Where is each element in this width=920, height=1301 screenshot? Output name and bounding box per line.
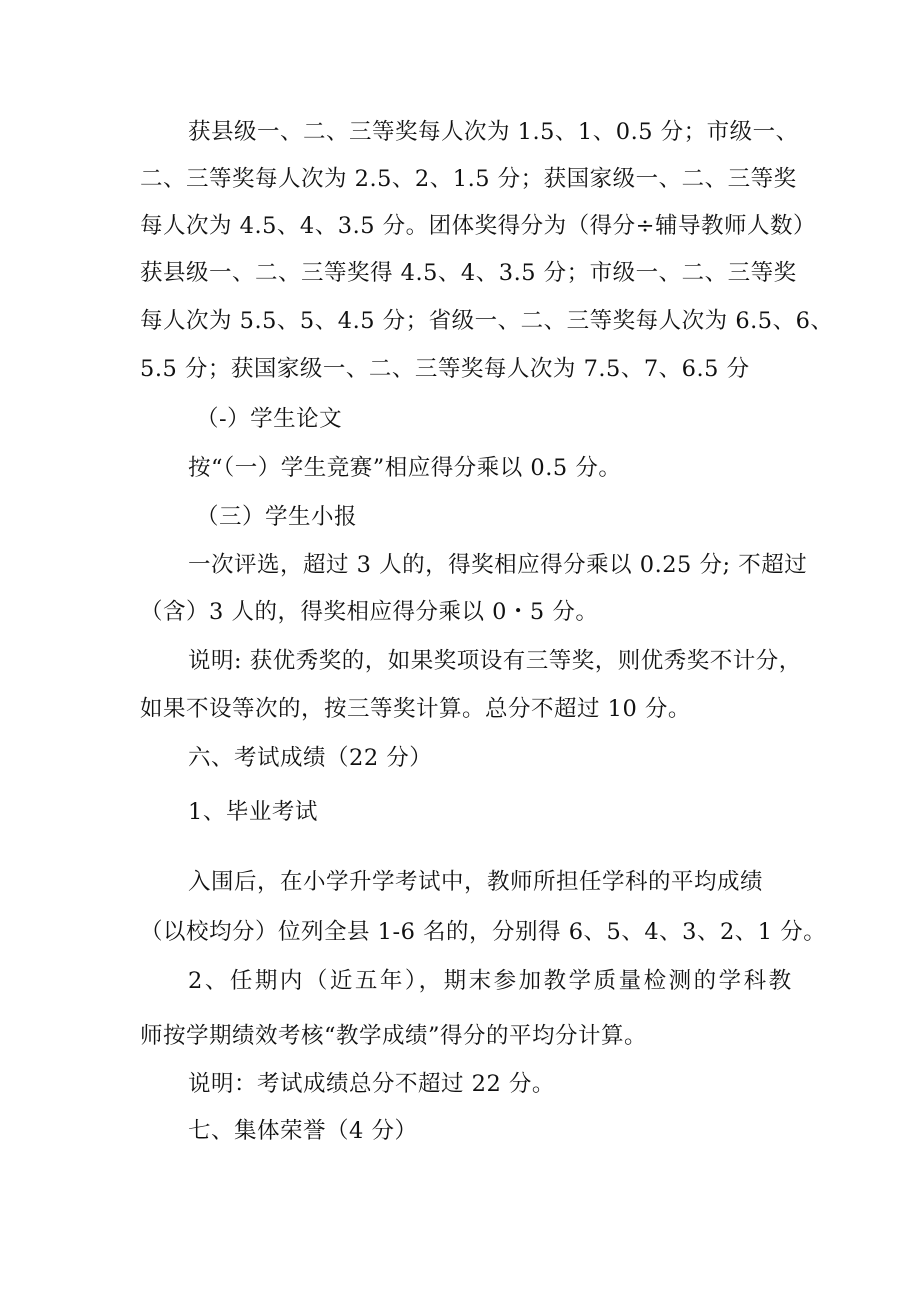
text-line-4: 获县级一、二、三等奖得 4.5、4、3.5 分；市级一、二、三等奖 — [140, 260, 797, 286]
text-line-10: 一次评选，超过 3 人的，得奖相应得分乘以 0.25 分; 不超过 — [188, 552, 808, 578]
text-line-5: 每人次为 5.5、5、4.5 分；省级一、二、三等奖每人次为 6.5、6、 — [140, 308, 834, 334]
text-line-3: 每人次为 4.5、4、3.5 分。团体奖得分为（得分÷辅导教师人数） — [140, 213, 817, 239]
text-line-2: 二、三等奖每人次为 2.5、2、1.5 分；获国家级一、二、三等奖 — [140, 166, 797, 192]
section-heading-student-papers: （-）学生论文 — [196, 406, 343, 432]
note-line-2: 如果不设等次的，按三等奖计算。总分不超过 10 分。 — [140, 696, 691, 722]
text-line-18: 2、任期内（近五年），期末参加教学质量检测的学科教 — [188, 968, 794, 994]
section-heading-student-newspaper: （三）学生小报 — [196, 504, 358, 530]
text-line-17: （以校均分）位列全县 1-6 名的，分别得 6、5、4、3、2、1 分。 — [140, 919, 827, 945]
note-exam-total: 说明：考试成绩总分不超过 22 分。 — [188, 1071, 555, 1097]
note-line-1: 说明: 获优秀奖的，如果奖项设有三等奖，则优秀奖不计分， — [188, 648, 802, 674]
text-line-1: 获县级一、二、三等奖每人次为 1.5、1、0.5 分；市级一、 — [188, 119, 799, 145]
text-line-16: 入围后，在小学升学考试中，教师所担任学科的平均成绩 — [188, 869, 764, 895]
text-line-11: （含）3 人的，得奖相应得分乘以 0・5 分。 — [140, 599, 599, 625]
text-line-6: 5.5 分；获国家级一、二、三等奖每人次为 7.5、7、6.5 分 — [140, 356, 750, 382]
text-line-8: 按“（一）学生竞赛”相应得分乘以 0.5 分。 — [188, 455, 622, 481]
subheading-graduation-exam: 1、毕业考试 — [188, 799, 318, 825]
section-heading-exam-results: 六、考试成绩（22 分） — [188, 745, 433, 771]
section-heading-collective-honors: 七、集体荣誉（4 分） — [188, 1118, 418, 1144]
text-line-19: 师按学期绩效考核“教学成绩”得分的平均分计算。 — [140, 1023, 648, 1049]
